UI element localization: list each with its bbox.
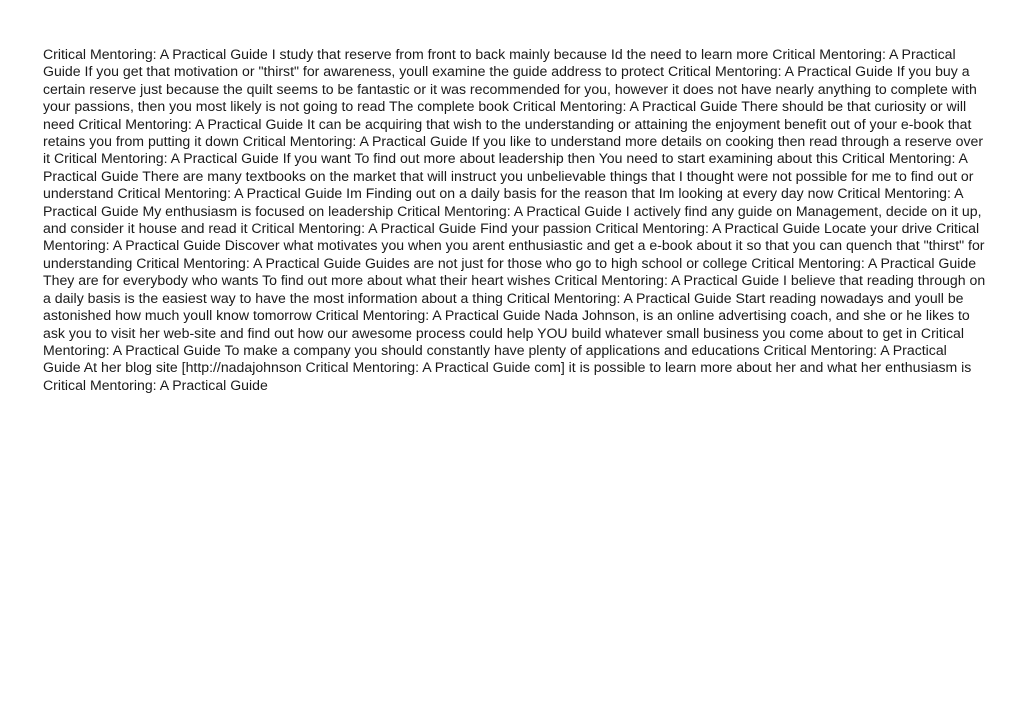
body-paragraph: Critical Mentoring: A Practical Guide I study that reserve from front to back mainly because Id the need to learn more Critical Mentoring: A Practical Guide If you get that motivation or "thirst" for awareness, youll examine the guide address to protect Critical Mentoring: A Practical Guide If you buy a certain reserve just because the quilt seems to be fantastic or it was recommended for you, however it does not have nearly anything to complete with your passions, then you most likely is not going to read The complete book Critical Mentoring: A Practical Guide There should be that curiosity or will need Critical Mentoring: A Practical Guide It can be acquiring that wish to the understanding or attaining the enjoyment benefit out of your e-book that retains you from putting it down Critical Mentoring: A Practical Guide If you like to understand more details on cooking then read through a reserve over it Critical Mentoring: A Practical Guide If you want To find out more about leadership then You need to start examining about this Critical Mentoring: A Practical Guide There are many textbooks on the market that will instruct you unbelievable things that I thought were not possible for me to find out or understand Critical Mentoring: A Practical Guide Im Finding out on a daily basis for the reason that Im looking at every day now Critical Mentoring: A Practical Guide My enthusiasm is focused on leadership Critical Mentoring: A Practical Guide I actively find any guide on Management, decide on it up, and consider it house and read it Critical Mentoring: A Practical Guide Find your passion Critical Mentoring: A Practical Guide Locate your drive Critical Mentoring: A Practical Guide Discover what motivates you when you arent enthusiastic and get a e-book about it so that you can quench that "thirst" for understanding Critical Mentoring: A Practical Guide Guides are not just for those who go to high school or college Critical Mentoring: A Practical Guide They are for everybody who wants To find out more about what their heart wishes Critical Mentoring: A Practical Guide I believe that reading through on a daily basis is the easiest way to have the most information about a thing Critical Mentoring: A Practical Guide Start reading nowadays and youll be astonished how much youll know tomorrow Critical Mentoring: A Practical Guide Nada Johnson, is an online advertising coach, and she or he likes to ask you to visit her web-site and find out how our awesome process could help YOU build whatever small business you come about to get in Critical Mentoring: A Practical Guide To make a company you should constantly have plenty of applications and educations Critical Mentoring: A Practical Guide At her blog site [http://nadajohnson Critical Mentoring: A Practical Guide com] it is possible to learn more about her and what her enthusiasm is Critical Mentoring: A Practical Guide	[43, 46, 986, 393]
